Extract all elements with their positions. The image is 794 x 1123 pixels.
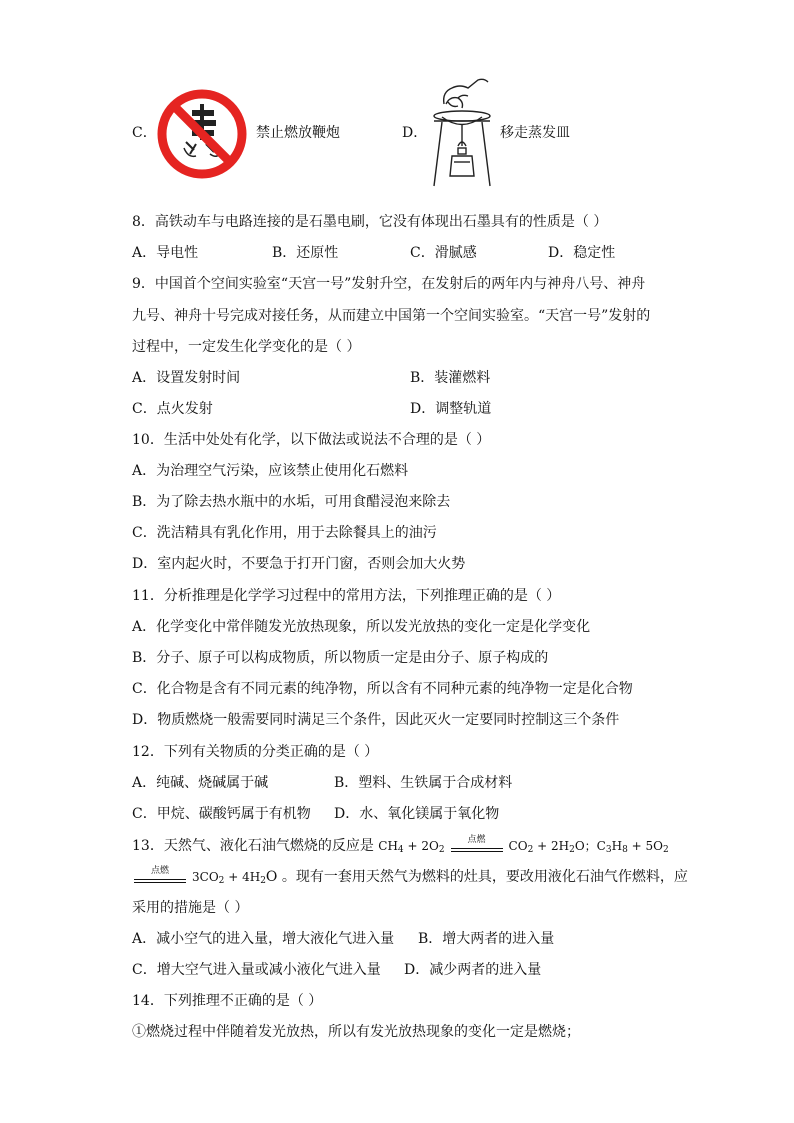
q12-option-b: B．塑料、生铁属于合成材料 xyxy=(334,775,513,791)
q14-stem: 14．下列推理不正确的是（ ） xyxy=(132,993,323,1009)
q10-stem: 10．生活中处处有化学，以下做法或说法不合理的是（ ） xyxy=(132,432,491,448)
q10-option-a: A．为治理空气污染，应该禁止使用化石燃料 xyxy=(132,463,409,479)
evaporating-dish-stand-figure xyxy=(428,76,498,190)
q8-option-d: D．稳定性 xyxy=(548,245,616,261)
q13-stem-line2 xyxy=(132,867,688,887)
q13-stem-line2-text: O 。现有一套用天然气为燃料的灶具，要改用液化石油气作燃料，应 xyxy=(265,869,688,885)
q12-option-a: A．纯碱、烧碱属于碱 xyxy=(132,775,269,791)
q13-stem-line1 xyxy=(132,836,669,856)
q10-option-d: D．室内起火时，不要急于打开门窗，否则会加大火势 xyxy=(132,556,466,572)
q12-option-c: C．甲烷、碳酸钙属于有机物 xyxy=(132,806,311,822)
q13-equation-1: $CH_4 + 2O_2$ xyxy=(378,839,445,855)
q13-option-a: A．减小空气的进入量，增大液化气进入量 xyxy=(132,931,395,947)
q8-option-b: B．还原性 xyxy=(272,245,339,261)
q13-option-d: D．减少两者的进入量 xyxy=(404,962,542,978)
q10-option-b: B．为了除去热水瓶中的水垢，可用食醋浸泡来除去 xyxy=(132,494,451,510)
q11-option-c: C．化合物是含有不同元素的纯净物，所以含有不同种元素的纯净物一定是化合物 xyxy=(132,681,633,697)
q9-stem-line2: 九号、神舟十号完成对接任务，从而建立中国第一个空间实验室。“天宫一号”发射的 xyxy=(132,308,651,324)
q10-option-c: C．洗洁精具有乳化作用，用于去除餐具上的油污 xyxy=(132,525,437,541)
q8-stem: 8．高铁动车与电路连接的是石墨电刷，它没有体现出石墨具有的性质是（ ） xyxy=(132,214,608,230)
q11-option-b: B．分子、原子可以构成物质，所以物质一定是由分子、原子构成的 xyxy=(132,650,549,666)
q8-option-a: A．导电性 xyxy=(132,245,199,261)
q13-equation-2-products: $3CO_2 + 4H_2$ xyxy=(192,870,266,886)
q9-option-c: C．点火发射 xyxy=(132,401,213,417)
q9-option-d: D．调整轨道 xyxy=(410,401,492,417)
option-c-letter: C． xyxy=(132,125,157,141)
q13-reaction-condition-1: 点燃 xyxy=(449,836,505,856)
q13-equation-1-products: $CO_2 + 2H_2O$；$C_3H_8 + 5O_2$ xyxy=(508,839,669,855)
q8-option-c: C．滑腻感 xyxy=(410,245,477,261)
q13-option-c: C．增大空气进入量或减小液化气进入量 xyxy=(132,962,381,978)
q13-stem-prefix: 13．天然气、液化石油气燃烧的反应是 xyxy=(132,838,379,854)
q13-stem-line3: 采用的措施是（ ） xyxy=(132,900,249,916)
q12-stem: 12．下列有关物质的分类正确的是（ ） xyxy=(132,744,379,760)
alcohol-lamp-icon xyxy=(450,142,474,176)
q12-option-d: D．水、氧化镁属于氧化物 xyxy=(334,806,500,822)
q14-item-1: ①燃烧过程中伴随着发光放热，所以有发光放热现象的变化一定是燃烧； xyxy=(132,1024,580,1040)
q13-option-b: B．增大两者的进入量 xyxy=(418,931,555,947)
no-firecrackers-sign xyxy=(156,88,248,180)
hand-icon xyxy=(444,79,488,108)
option-d-letter: D． xyxy=(402,125,428,141)
option-c-caption: 禁止燃放鞭炮 xyxy=(256,125,340,141)
q11-stem: 11．分析推理是化学学习过程中的常用方法，下列推理正确的是（ ） xyxy=(132,588,561,604)
q9-option-b: B．装灌燃料 xyxy=(410,370,491,386)
q9-stem-line3: 过程中，一定发生化学变化的是（ ） xyxy=(132,339,361,355)
q9-stem-line1: 9．中国首个空间实验室“天宫一号”发射升空，在发射后的两年内与神舟八号、神舟 xyxy=(132,276,646,292)
q11-option-a: A．化学变化中常伴随发光放热现象，所以发光放热的变化一定是化学变化 xyxy=(132,619,591,635)
q11-option-d: D．物质燃烧一般需要同时满足三个条件，因此灭火一定要同时控制这三个条件 xyxy=(132,712,620,728)
q13-reaction-condition-2: 点燃 xyxy=(132,867,188,887)
option-d-caption: 移走蒸发皿 xyxy=(500,125,570,141)
q9-option-a: A．设置发射时间 xyxy=(132,370,241,386)
